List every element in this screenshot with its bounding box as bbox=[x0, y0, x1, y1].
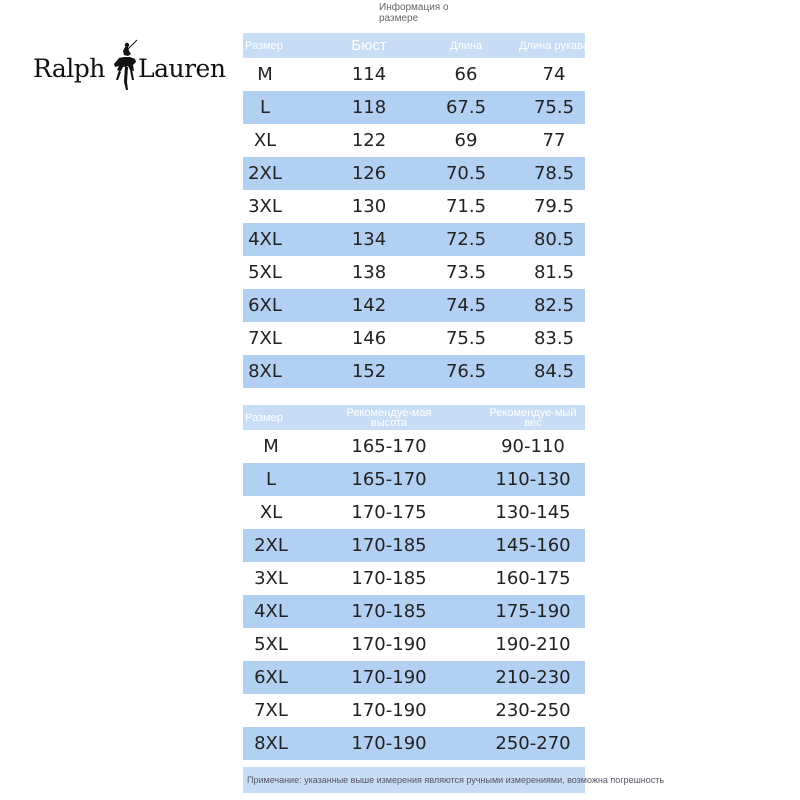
size-cell: 4XL bbox=[254, 601, 288, 622]
sleeve-cell: 80.5 bbox=[533, 229, 575, 250]
column-header-size: Размер bbox=[245, 39, 283, 52]
size-cell: L bbox=[259, 97, 271, 118]
table-row bbox=[243, 694, 585, 727]
size-cell: 3XL bbox=[254, 568, 288, 589]
table-row bbox=[243, 661, 585, 694]
size-cell: 6XL bbox=[254, 667, 288, 688]
size-cell: 8XL bbox=[254, 733, 288, 754]
height-cell: 165-170 bbox=[351, 436, 427, 457]
height-cell: 165-170 bbox=[351, 469, 427, 490]
weight-cell: 110-130 bbox=[495, 469, 571, 490]
weight-cell: 130-145 bbox=[495, 502, 571, 523]
table-row bbox=[243, 190, 585, 223]
sleeve-cell: 79.5 bbox=[533, 196, 575, 217]
size-recommendation-table bbox=[243, 405, 585, 760]
bust-cell: 142 bbox=[351, 295, 387, 316]
column-header-recommended-height: Рекомендуе-мая высота bbox=[346, 406, 432, 429]
weight-cell: 210-230 bbox=[495, 667, 571, 688]
table-row bbox=[243, 322, 585, 355]
length-cell: 72.5 bbox=[445, 229, 487, 250]
length-cell: 70.5 bbox=[445, 163, 487, 184]
table-row bbox=[243, 496, 585, 529]
length-cell: 74.5 bbox=[445, 295, 487, 316]
sleeve-cell: 78.5 bbox=[533, 163, 575, 184]
length-cell: 66 bbox=[454, 64, 478, 85]
weight-cell: 190-210 bbox=[495, 634, 571, 655]
length-cell: 73.5 bbox=[445, 262, 487, 283]
height-cell: 170-190 bbox=[351, 733, 427, 754]
column-header-size: Размер bbox=[245, 411, 283, 424]
height-cell: 170-190 bbox=[351, 700, 427, 721]
length-cell: 67.5 bbox=[445, 97, 487, 118]
size-cell: 5XL bbox=[248, 262, 282, 283]
size-cell: 2XL bbox=[248, 163, 282, 184]
table-row bbox=[243, 355, 585, 388]
brand-logo-word-2: Lauren bbox=[138, 54, 226, 83]
table-header-row bbox=[243, 405, 585, 430]
weight-cell: 160-175 bbox=[495, 568, 571, 589]
table-row bbox=[243, 595, 585, 628]
sleeve-cell: 77 bbox=[542, 130, 566, 151]
column-header-bust: Бюст bbox=[351, 36, 387, 54]
size-cell: 6XL bbox=[248, 295, 282, 316]
sleeve-cell: 84.5 bbox=[533, 361, 575, 382]
table-header-row bbox=[243, 33, 589, 58]
column-header-sleeve-length: Длина рукава bbox=[519, 39, 589, 52]
table-row bbox=[243, 430, 585, 463]
bust-cell: 126 bbox=[351, 163, 387, 184]
bust-cell: 122 bbox=[351, 130, 387, 151]
size-cell: 8XL bbox=[248, 361, 282, 382]
weight-cell: 230-250 bbox=[495, 700, 571, 721]
height-cell: 170-185 bbox=[351, 568, 427, 589]
height-cell: 170-175 bbox=[351, 502, 427, 523]
table-row bbox=[243, 256, 585, 289]
table-row bbox=[243, 124, 585, 157]
size-info-title: Информация о размере bbox=[379, 2, 449, 24]
size-cell: 4XL bbox=[248, 229, 282, 250]
table-row bbox=[243, 223, 585, 256]
bust-cell: 114 bbox=[351, 64, 387, 85]
size-cell: M bbox=[257, 64, 273, 85]
table-row bbox=[243, 463, 585, 496]
sleeve-cell: 74 bbox=[542, 64, 566, 85]
measurement-note bbox=[243, 767, 665, 793]
bust-cell: 152 bbox=[351, 361, 387, 382]
column-header-recommended-weight: Рекомендуе-мый вес bbox=[489, 406, 577, 429]
size-cell: 7XL bbox=[248, 328, 282, 349]
table-row bbox=[243, 562, 585, 595]
size-cell: 3XL bbox=[248, 196, 282, 217]
table-row bbox=[243, 628, 585, 661]
table-row bbox=[243, 157, 585, 190]
table-row bbox=[243, 529, 585, 562]
brand-logo bbox=[30, 38, 230, 94]
bust-cell: 130 bbox=[351, 196, 387, 217]
weight-cell: 250-270 bbox=[495, 733, 571, 754]
height-cell: 170-190 bbox=[351, 634, 427, 655]
length-cell: 69 bbox=[454, 130, 478, 151]
size-cell: 7XL bbox=[254, 700, 288, 721]
weight-cell: 175-190 bbox=[495, 601, 571, 622]
table-row bbox=[243, 289, 585, 322]
brand-logo-word-1: Ralph bbox=[33, 54, 105, 83]
polo-player-icon bbox=[110, 38, 140, 94]
height-cell: 170-185 bbox=[351, 535, 427, 556]
sleeve-cell: 82.5 bbox=[533, 295, 575, 316]
weight-cell: 90-110 bbox=[501, 436, 565, 457]
table-row bbox=[243, 727, 585, 760]
size-cell: 5XL bbox=[254, 634, 288, 655]
weight-cell: 145-160 bbox=[495, 535, 571, 556]
length-cell: 76.5 bbox=[445, 361, 487, 382]
height-cell: 170-190 bbox=[351, 667, 427, 688]
size-cell: XL bbox=[253, 130, 277, 151]
bust-cell: 134 bbox=[351, 229, 387, 250]
length-cell: 71.5 bbox=[445, 196, 487, 217]
size-cell: M bbox=[263, 436, 279, 457]
size-measurements-table bbox=[243, 33, 589, 388]
sleeve-cell: 81.5 bbox=[533, 262, 575, 283]
length-cell: 75.5 bbox=[445, 328, 487, 349]
table-row bbox=[243, 91, 585, 124]
bust-cell: 118 bbox=[351, 97, 387, 118]
size-cell: 2XL bbox=[254, 535, 288, 556]
measurement-note-text: Примечание: указанные выше измерения являются ручными измерениями, возможна погрешность bbox=[247, 775, 665, 785]
bust-cell: 146 bbox=[351, 328, 387, 349]
height-cell: 170-185 bbox=[351, 601, 427, 622]
table-row bbox=[243, 58, 585, 91]
column-header-length: Длина bbox=[449, 39, 483, 52]
sleeve-cell: 83.5 bbox=[533, 328, 575, 349]
sleeve-cell: 75.5 bbox=[533, 97, 575, 118]
bust-cell: 138 bbox=[351, 262, 387, 283]
size-cell: XL bbox=[259, 502, 283, 523]
size-cell: L bbox=[265, 469, 277, 490]
